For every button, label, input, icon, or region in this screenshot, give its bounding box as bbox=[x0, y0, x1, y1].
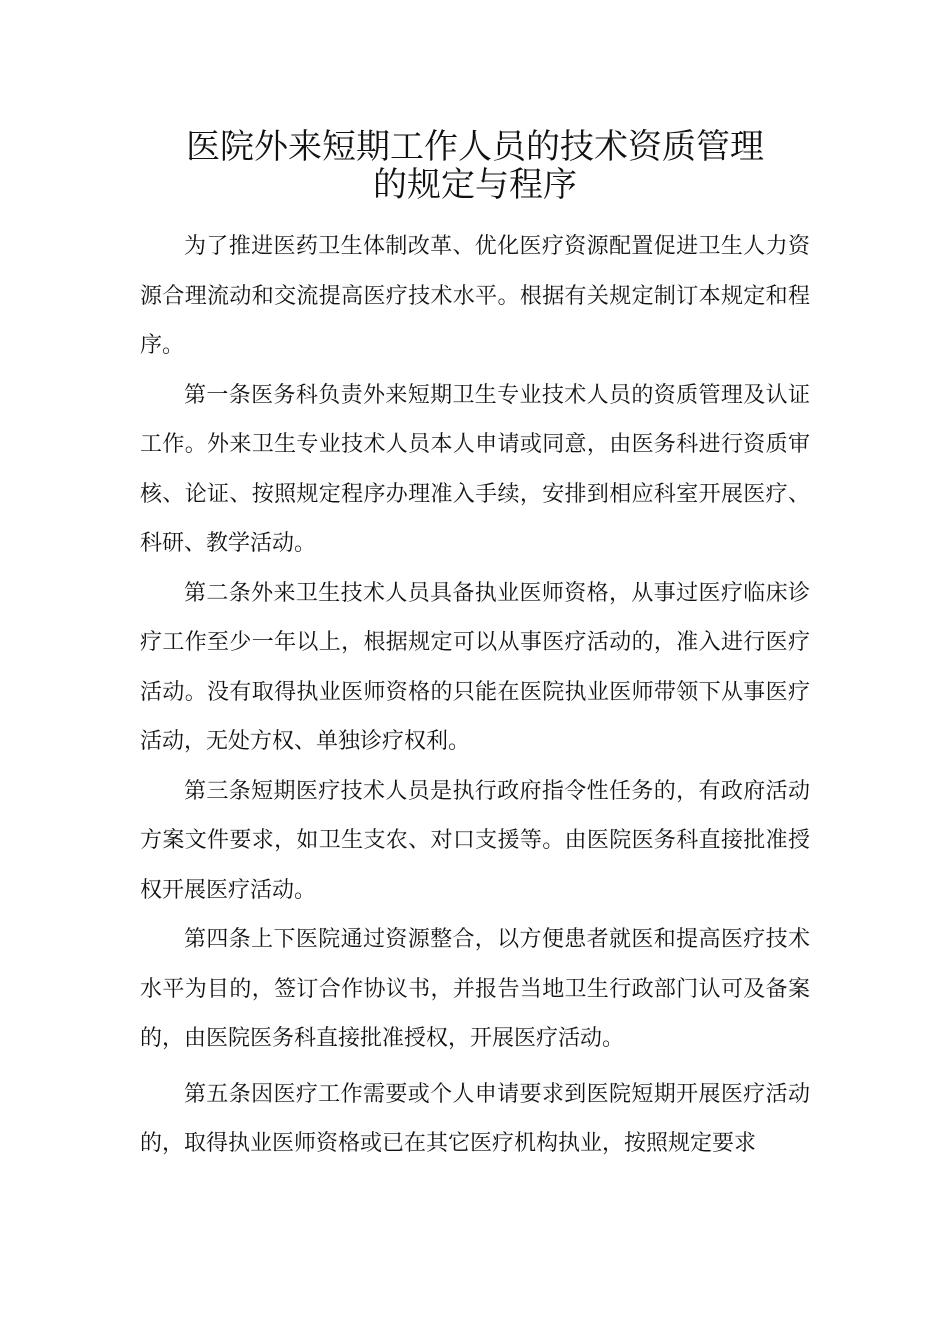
article-1-paragraph: 第一条医务科负责外来短期卫生专业技术人员的资质管理及认证工作。外来卫生专业技术人员本人申请或同意，由医务科进行资质审核、论证、按照规定程序办理准入手续，安排到相应科室开展医疗、科研、教学活动。 bbox=[140, 382, 810, 556]
title-line-1: 医院外来短期工作人员的技术资质管理 bbox=[186, 127, 764, 167]
document-title bbox=[140, 128, 810, 204]
intro-paragraph: 为了推进医药卫生体制改革、优化医疗资源配置促进卫生人力资源合理流动和交流提高医疗技术水平。根据有关规定制订本规定和程序。 bbox=[140, 234, 810, 358]
article-4-paragraph: 第四条上下医院通过资源整合，以方便患者就医和提高医疗技术水平为目的，签订合作协议书，并报告当地卫生行政部门认可及备案的，由医院医务科直接批准授权，开展医疗活动。 bbox=[140, 927, 810, 1051]
article-3-paragraph: 第三条短期医疗技术人员是执行政府指令性任务的，有政府活动方案文件要求，如卫生支农、对口支援等。由医院医务科直接批准授权开展医疗活动。 bbox=[140, 778, 810, 903]
document-body bbox=[140, 222, 810, 1169]
article-5-paragraph: 第五条因医疗工作需要或个人申请要求到医院短期开展医疗活动的，取得执业医师资格或已在其它医疗机构执业，按照规定要求 bbox=[140, 1081, 810, 1156]
article-2-paragraph: 第二条外来卫生技术人员具备执业医师资格，从事过医疗临床诊疗工作至少一年以上，根据规定可以从事医疗活动的，准入进行医疗活动。没有取得执业医师资格的只能在医院执业医师带领下从事医疗活动，无处方权、单独诊疗权利。 bbox=[140, 580, 810, 754]
title-line-2: 的规定与程序 bbox=[373, 165, 577, 205]
